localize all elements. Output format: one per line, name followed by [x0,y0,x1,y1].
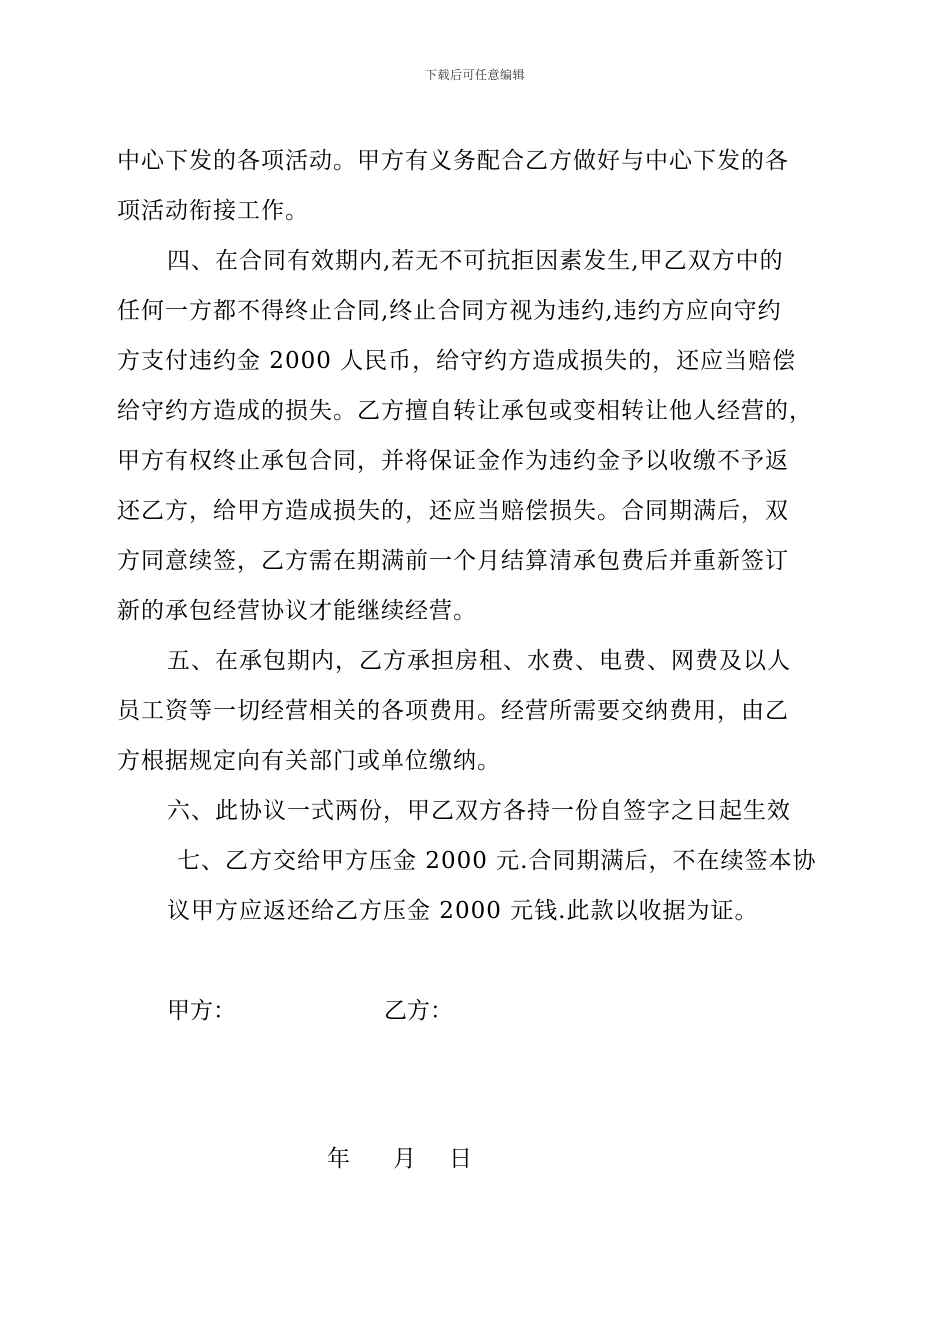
date-month-label: 月 [393,1146,416,1172]
text-line: 中心下发的各项活动。甲方有义务配合乙方做好与中心下发的各 [117,148,789,174]
text-line: 六、此协议一式两份，甲乙双方各持一份自签字之日起生效 [167,798,791,824]
text-line: 议甲方应返还给乙方压金 2000 元钱.此款以收据为证。 [167,898,759,924]
text-line: 还乙方，给甲方造成损失的，还应当赔偿损失。合同期满后，双 [117,498,789,524]
date-year-label: 年 [327,1146,350,1172]
text-line: 七、乙方交给甲方压金 2000 元.合同期满后，不在续签本协 [177,848,817,874]
date-day-label: 日 [449,1146,472,1172]
text-line: 新的承包经营协议才能继续经营。 [117,598,477,624]
text-line: 方根据规定向有关部门或单位缴纳。 [117,748,501,774]
text-line: 甲方有权终止承包合同，并将保证金作为违约金予以收缴不予返 [117,448,789,474]
text-line: 方支付违约金 2000 人民币，给守约方造成损失的，还应当赔偿 [117,348,797,374]
text-line: 四、在合同有效期内,若无不可抗拒因素发生,甲乙双方中的 [167,248,784,274]
text-line: 任何一方都不得终止合同,终止合同方视为违约,违约方应向守约 [117,298,782,324]
text-line: 方同意续签，乙方需在期满前一个月结算清承包费后并重新签订 [117,548,789,574]
party-b-label: 乙方： [384,998,453,1024]
page-header: 下载后可任意编辑 [424,68,525,82]
text-line: 员工资等一切经营相关的各项费用。经营所需要交纳费用，由乙 [117,698,789,724]
party-a-label: 甲方： [167,998,236,1024]
text-line: 五、在承包期内，乙方承担房租、水费、电费、网费及以人 [167,648,791,674]
text-line: 项活动衔接工作。 [117,198,309,224]
text-line: 给守约方造成的损失。乙方擅自转让承包或变相转让他人经营的， [117,398,813,424]
